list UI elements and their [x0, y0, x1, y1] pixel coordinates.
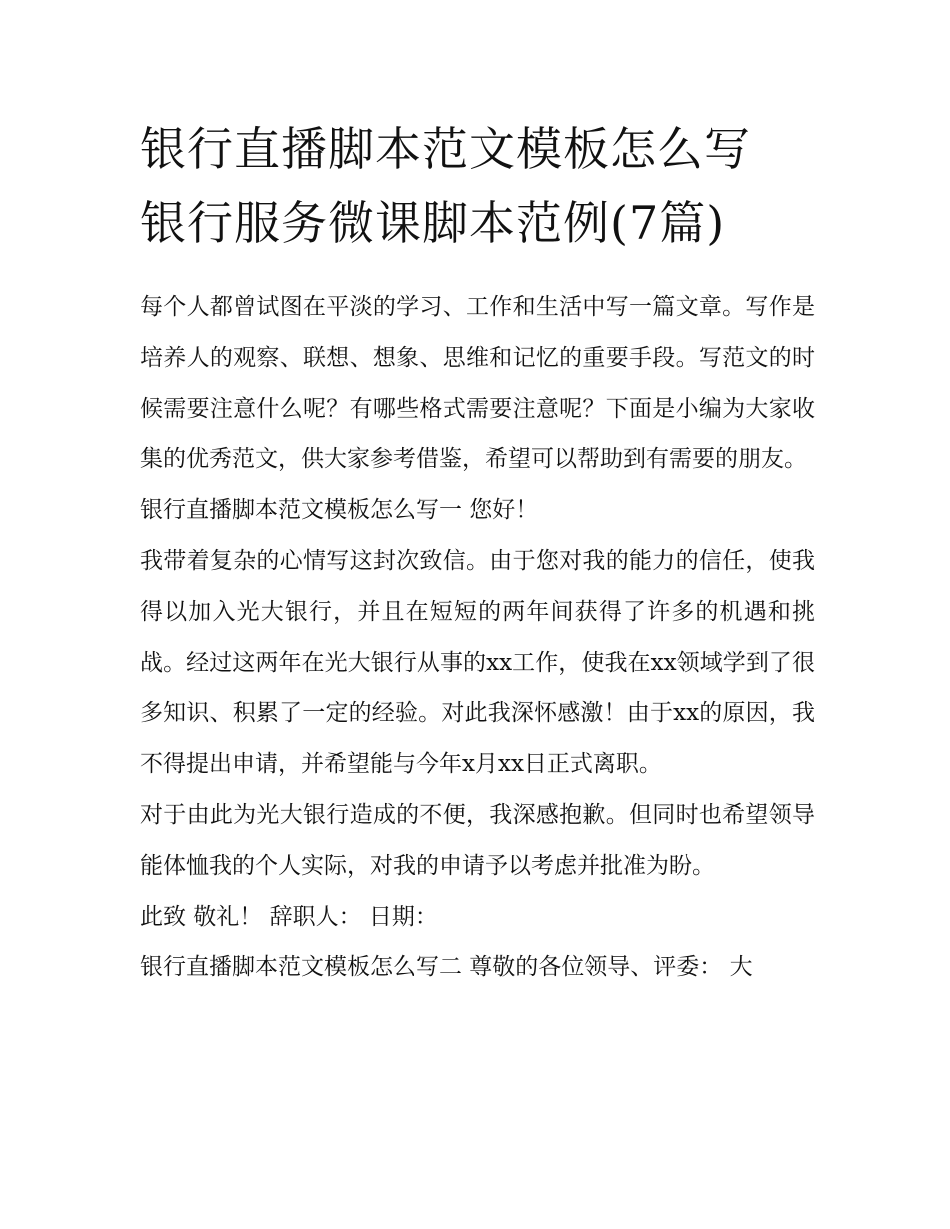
paragraph-letter-body: 我带着复杂的心情写这封次致信。由于您对我的能力的信任，使我得以加入光大银行，并且在短短的两年间获得了许多的机遇和挑战。经过这两年在光大银行从事的xx工作，使我在xx领域学到了很多知识、积累了一定的经验。对此我深怀感激！由于xx的原因，我不得提出申请，并希望能与今年x月xx日正式离职。: [140, 547, 815, 778]
document-body: [140, 282, 815, 993]
paragraph-section-one-heading: 银行直播脚本范文模板怎么写一 您好！: [140, 497, 539, 524]
document-title: [140, 112, 815, 260]
document-page: [140, 112, 815, 993]
title-line-2: 银行服务微课脚本范例(7篇): [140, 196, 726, 250]
paragraph-intro: 每个人都曾试图在平淡的学习、工作和生活中写一篇文章。写作是培养人的观察、联想、想象、思维和记忆的重要手段。写范文的时候需要注意什么呢？有哪些格式需要注意呢？下面是小编为大家收集的优秀范文，供大家参考借鉴，希望可以帮助到有需要的朋友。: [140, 294, 815, 473]
paragraph-apology: 对于由此为光大银行造成的不便，我深感抱歉。但同时也希望领导能体恤我的个人实际，对我的申请予以考虑并批准为盼。: [140, 801, 815, 879]
paragraph-section-two-heading: 银行直播脚本范文模板怎么写二 尊敬的各位领导、评委： 大: [140, 954, 753, 981]
title-line-1: 银行直播脚本范文模板怎么写: [140, 122, 751, 176]
paragraph-closing: 此致 敬礼！ 辞职人： 日期：: [140, 903, 438, 930]
